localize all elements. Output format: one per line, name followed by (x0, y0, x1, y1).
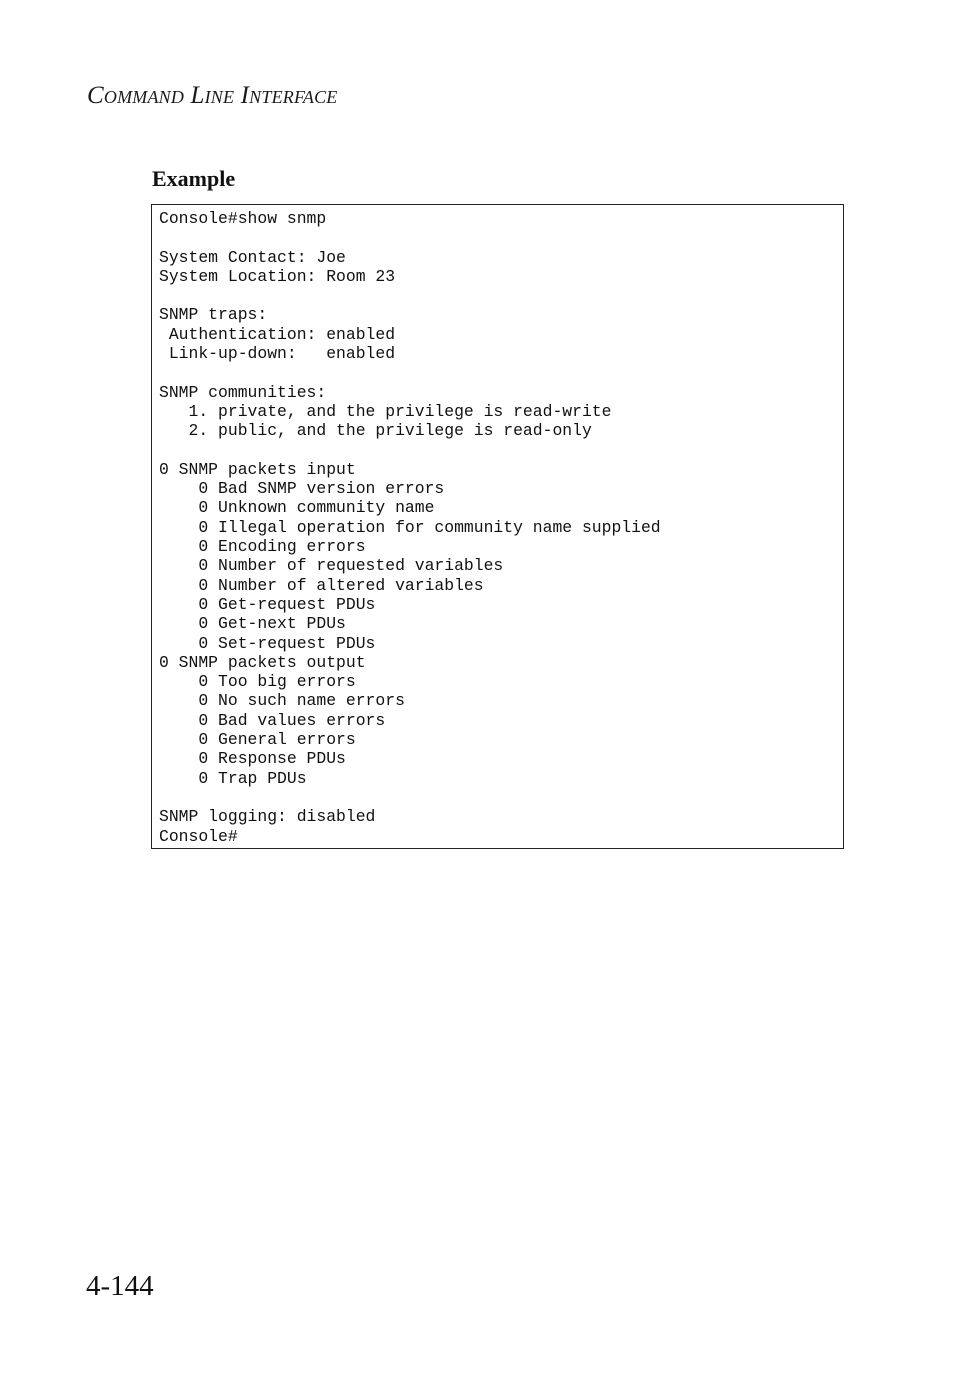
console-line: 0 Get-request PDUs (159, 594, 376, 614)
console-line: 0 General errors (159, 730, 356, 750)
running-header: Command Line Interface (87, 82, 338, 109)
console-output (159, 209, 661, 846)
section-heading: Example (152, 166, 236, 191)
console-line: 0 Number of requested variables (159, 556, 504, 576)
console-line: 0 Illegal operation for community name supplied (159, 517, 661, 537)
console-line: 0 No such name errors (159, 691, 405, 711)
console-line (159, 286, 661, 305)
console-line: 0 Response PDUs (159, 749, 346, 769)
console-line: 0 Number of altered variables (159, 575, 484, 595)
console-line: 0 Bad values errors (159, 710, 386, 730)
console-line: 0 Trap PDUs (159, 768, 307, 788)
console-line: 1. private, and the privilege is read-write (159, 401, 612, 421)
console-line: Console#show snmp (159, 209, 327, 228)
console-line: Console# (159, 826, 238, 846)
console-line: 0 Get-next PDUs (159, 614, 346, 634)
console-line: Link-up-down: enabled (159, 344, 396, 364)
console-example-box (151, 204, 844, 849)
console-line: 0 Set-request PDUs (159, 633, 376, 653)
console-line: System Location: Room 23 (159, 266, 396, 286)
console-line: System Contact: Joe (159, 247, 346, 267)
console-line: 0 Too big errors (159, 672, 356, 692)
console-line: 0 SNMP packets output (159, 652, 366, 672)
console-line (159, 228, 661, 247)
console-line (159, 788, 661, 807)
console-line: 0 Encoding errors (159, 537, 366, 557)
console-line (159, 441, 661, 460)
console-line: Authentication: enabled (159, 324, 396, 344)
console-line: 0 Bad SNMP version errors (159, 479, 445, 499)
console-line: 2. public, and the privilege is read-only (159, 421, 592, 441)
console-line: SNMP communities: (159, 382, 327, 402)
console-line: SNMP logging: disabled (159, 807, 376, 827)
console-line: 0 Unknown community name (159, 498, 435, 518)
console-line: SNMP traps: (159, 305, 268, 325)
console-line: 0 SNMP packets input (159, 459, 356, 479)
console-line (159, 363, 661, 382)
page-number: 4-144 (86, 1270, 154, 1302)
